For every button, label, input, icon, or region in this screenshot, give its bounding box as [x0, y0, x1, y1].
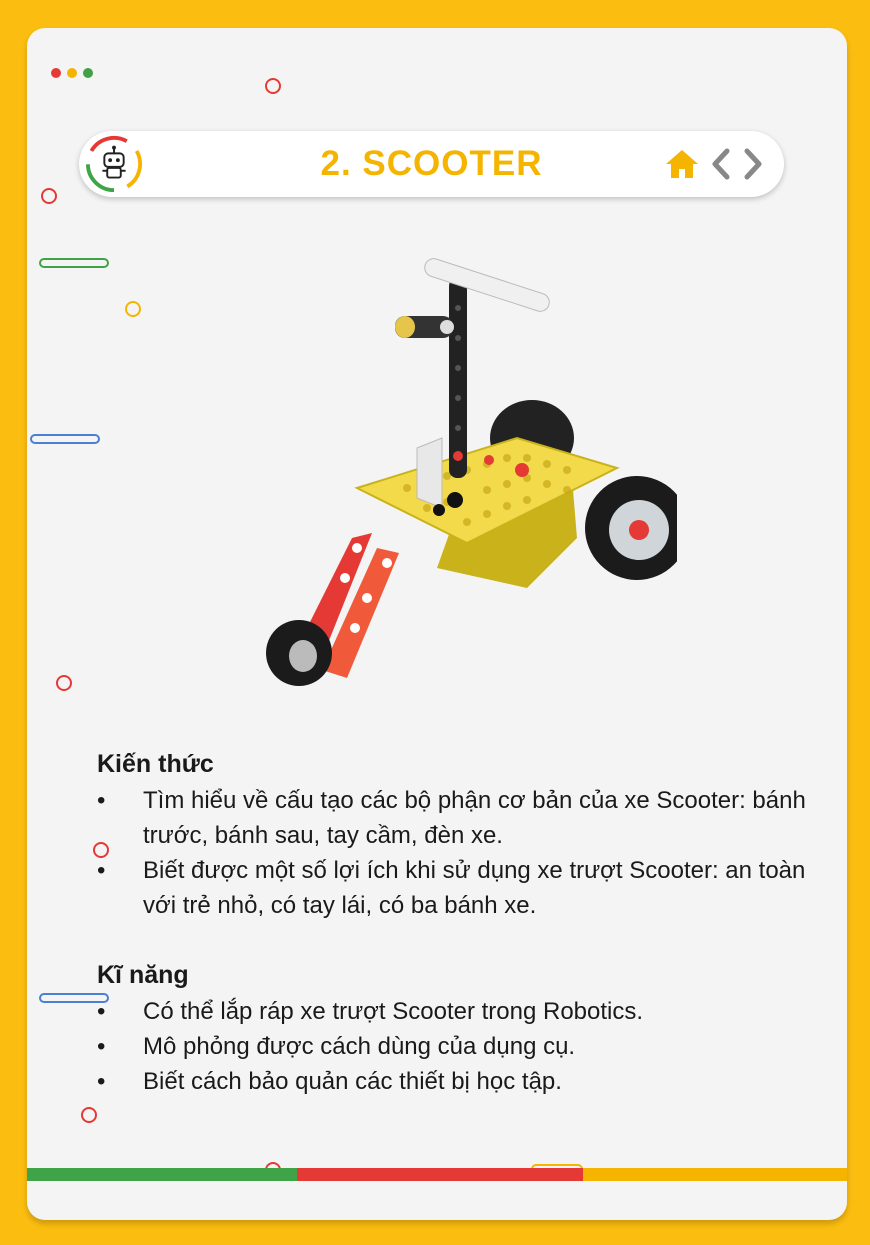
bottom-bar-red — [297, 1168, 583, 1181]
header-bar — [79, 131, 784, 197]
window-dot-green — [83, 68, 93, 78]
bottom-bar-yellow — [583, 1168, 847, 1181]
list-item — [97, 853, 827, 923]
decor-pill — [30, 434, 100, 444]
list-item — [97, 783, 827, 853]
skills-title: Kĩ năng — [97, 961, 189, 989]
bottom-bar-green — [27, 1168, 297, 1181]
decor-ring — [81, 1107, 97, 1123]
list-item-text: Biết cách bảo quản các thiết bị học tập. — [143, 1068, 562, 1095]
chevron-left-icon[interactable] — [710, 148, 732, 180]
list-item-text: Có thể lắp ráp xe trượt Scooter trong Robotics. — [143, 998, 644, 1025]
page-title: 2. SCOOTER — [320, 144, 543, 183]
knowledge-title: Kiến thức — [97, 750, 214, 778]
bullet: • — [97, 857, 106, 884]
bullet: • — [97, 1033, 106, 1060]
list-item-text: Tìm hiểu về cấu tạo các bộ phận cơ bản của xe Scooter: bánh trước, bánh sau, tay cầm, đèn xe. — [143, 787, 806, 849]
bottom-color-bar — [27, 1168, 847, 1181]
decor-ring — [265, 78, 281, 94]
list-item-text: Mô phỏng được cách dùng của dụng cụ. — [143, 1033, 576, 1060]
list-item — [97, 1029, 827, 1064]
bullet: • — [97, 998, 106, 1025]
decor-ring — [56, 675, 72, 691]
chevron-right-icon[interactable] — [742, 148, 764, 180]
bullet: • — [97, 787, 106, 814]
window-dot-yellow — [67, 68, 77, 78]
content-card — [27, 28, 847, 1220]
window-dot-red — [51, 68, 61, 78]
decor-pill — [39, 258, 109, 268]
header-nav — [664, 148, 764, 180]
list-item — [97, 994, 827, 1029]
list-item — [97, 1064, 827, 1099]
decor-ring — [41, 188, 57, 204]
home-icon[interactable] — [664, 148, 700, 180]
skills-list — [97, 994, 827, 1099]
list-item-text: Biết được một số lợi ích khi sử dụng xe trượt Scooter: an toàn với trẻ nhỏ, có tay lái, có ba bánh xe. — [143, 857, 806, 919]
window-dots — [51, 68, 93, 78]
knowledge-list — [97, 783, 827, 923]
scooter-model-image — [227, 238, 677, 688]
lesson-content — [97, 750, 827, 1099]
decor-ring — [125, 301, 141, 317]
bullet: • — [97, 1068, 106, 1095]
